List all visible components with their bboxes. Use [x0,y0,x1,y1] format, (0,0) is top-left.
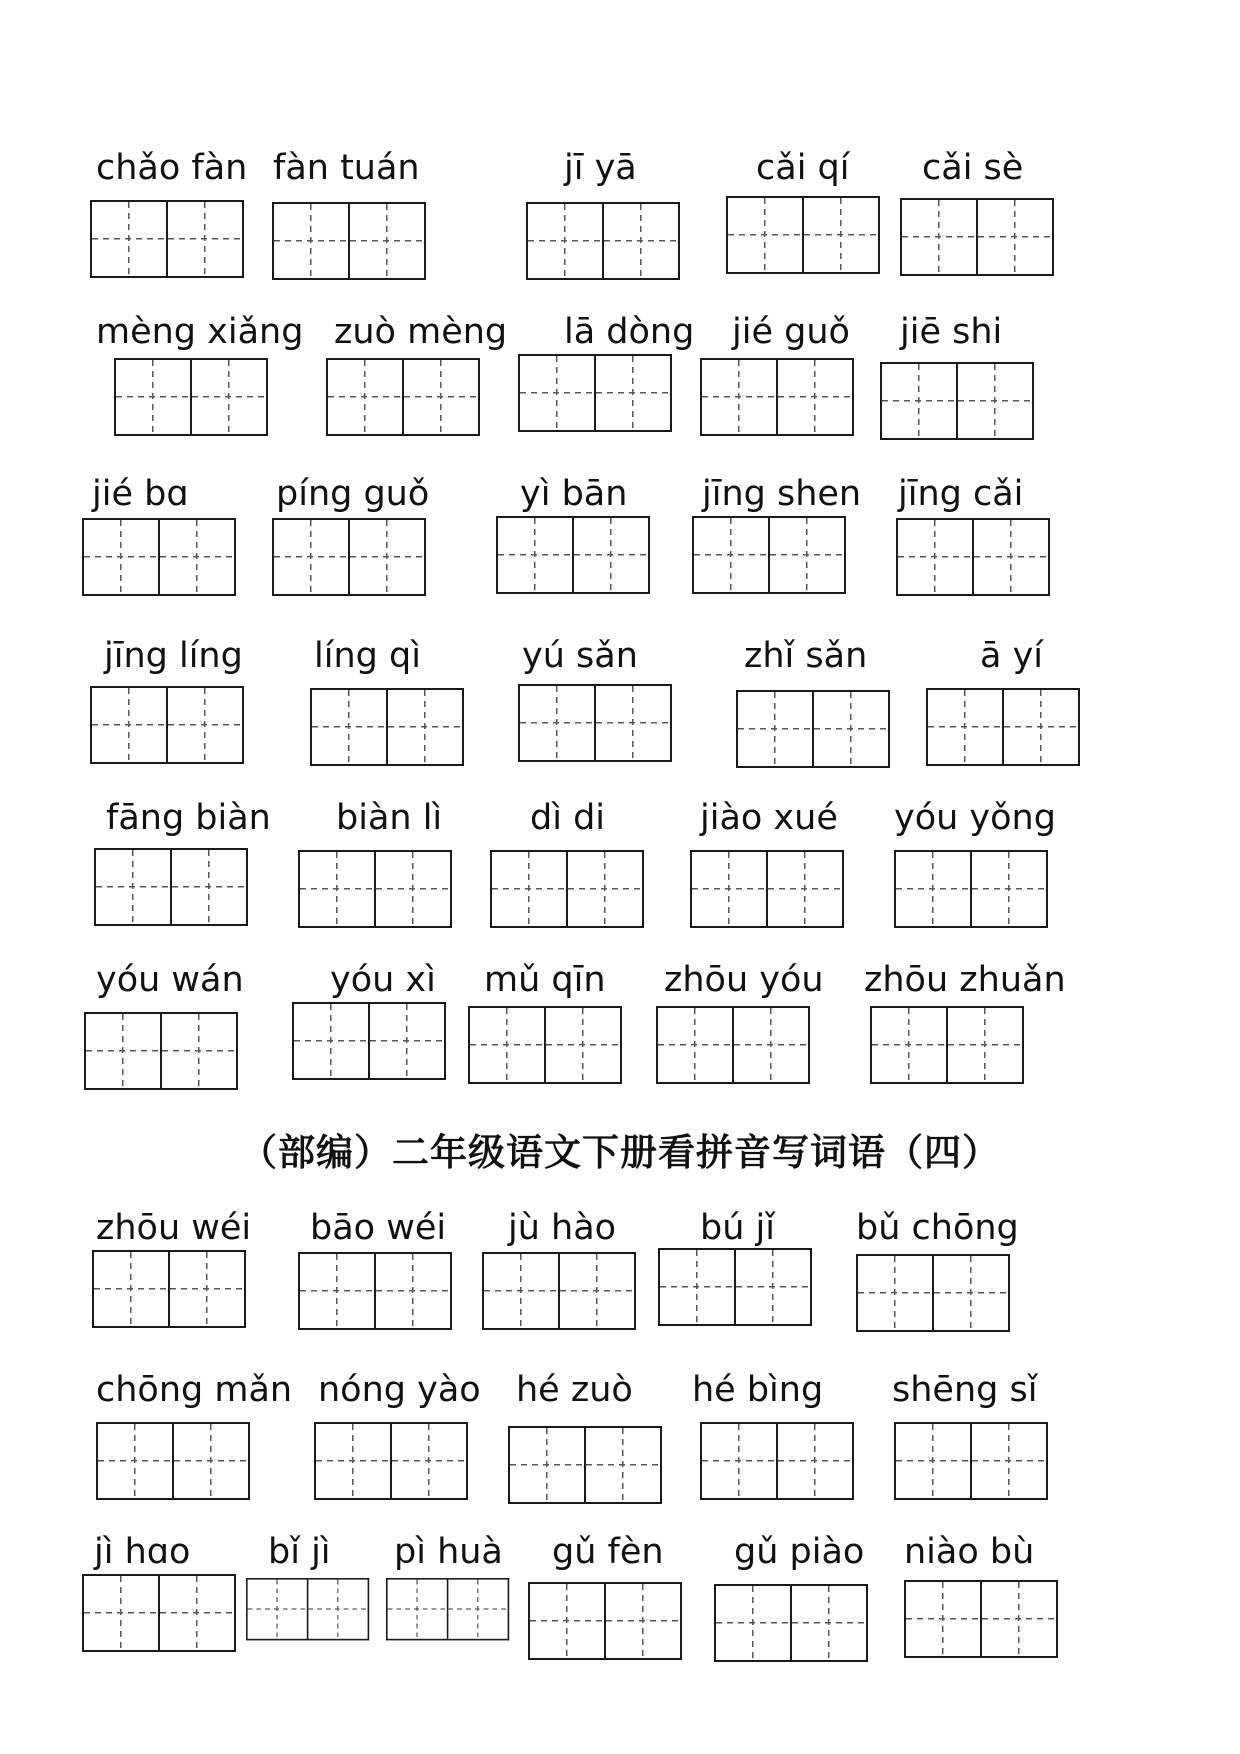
writing-cell[interactable] [900,198,978,276]
writing-cell[interactable] [958,362,1034,440]
writing-boxes[interactable] [326,358,480,436]
writing-cell[interactable] [792,1584,868,1662]
writing-cell[interactable] [168,200,244,278]
writing-cell[interactable] [734,1006,810,1084]
writing-cell[interactable] [856,1254,934,1332]
writing-cell[interactable] [658,1248,736,1326]
pinyin-label: mǔ qīn [484,960,606,1000]
writing-cell[interactable] [880,362,958,440]
pinyin-label: bǔ chōng [856,1208,1019,1248]
writing-cell[interactable] [736,690,814,768]
pinyin-label: mèng xiǎng [96,312,304,352]
writing-boxes[interactable] [518,684,672,762]
writing-cell[interactable] [870,1006,948,1084]
pinyin-label: gǔ fèn [552,1532,664,1572]
pinyin-label: yóu wán [96,960,244,1000]
writing-boxes[interactable] [272,202,426,280]
writing-cell[interactable] [568,850,644,928]
pinyin-label: zuò mèng [334,312,508,352]
writing-cell[interactable] [114,358,192,436]
writing-cell[interactable] [974,518,1050,596]
writing-boxes[interactable] [894,850,1048,928]
writing-cell[interactable] [272,202,350,280]
writing-boxes[interactable] [82,1574,236,1652]
writing-cell[interactable] [972,850,1048,928]
writing-cell[interactable] [386,1578,448,1640]
writing-cell[interactable] [596,354,672,432]
writing-boxes[interactable] [856,1254,1010,1332]
pinyin-label: yì bān [520,474,628,514]
pinyin-label: jì hɑo [94,1532,191,1572]
writing-cell[interactable] [904,1580,982,1658]
pinyin-label: jié guǒ [732,312,850,352]
writing-cell[interactable] [314,1422,392,1500]
writing-cell[interactable] [1004,688,1080,766]
writing-cell[interactable] [692,516,770,594]
pinyin-label: fàn tuán [273,148,420,188]
writing-cell[interactable] [496,516,574,594]
writing-cell[interactable] [768,850,844,928]
writing-cell[interactable] [894,1422,972,1500]
writing-boxes[interactable] [894,1422,1048,1500]
writing-boxes[interactable] [90,200,244,278]
pinyin-label: pì huà [394,1532,503,1572]
pinyin-label: shēng sǐ [892,1370,1038,1410]
pinyin-label: yóu xì [330,960,436,1000]
writing-cell[interactable] [934,1254,1010,1332]
writing-cell[interactable] [160,1574,236,1652]
writing-cell[interactable] [606,1582,682,1660]
writing-cell[interactable] [96,1422,174,1500]
pinyin-label: ā yí [980,636,1044,676]
pinyin-label: jī yā [564,148,637,188]
writing-cell[interactable] [482,1252,560,1330]
writing-cell[interactable] [700,358,778,436]
writing-cell[interactable] [546,1006,622,1084]
pinyin-label: gǔ piào [734,1532,865,1572]
writing-cell[interactable] [94,848,172,926]
writing-cell[interactable] [804,196,880,274]
pinyin-label: yóu yǒng [894,798,1056,838]
writing-boxes[interactable] [736,690,890,768]
writing-cell[interactable] [192,358,268,436]
writing-cell[interactable] [690,850,768,928]
writing-cell[interactable] [700,1422,778,1500]
writing-boxes[interactable] [496,516,650,594]
pinyin-label: dì di [530,798,606,838]
writing-boxes[interactable] [870,1006,1024,1084]
pinyin-label: zhǐ sǎn [744,636,868,676]
pinyin-label: jiào xué [700,798,838,838]
writing-boxes[interactable] [298,850,452,928]
pinyin-label: zhōu wéi [96,1208,252,1248]
writing-cell[interactable] [604,202,680,280]
writing-cell[interactable] [174,1422,250,1500]
pinyin-label: niào bù [904,1532,1035,1572]
writing-boxes[interactable] [482,1252,636,1330]
writing-cell[interactable] [90,686,168,764]
writing-cell[interactable] [726,196,804,274]
writing-cell[interactable] [90,200,168,278]
writing-cell[interactable] [376,850,452,928]
pinyin-label: hé zuò [516,1370,633,1410]
writing-cell[interactable] [596,684,672,762]
writing-cell[interactable] [84,1012,162,1090]
writing-cell[interactable] [388,688,464,766]
writing-cell[interactable] [160,518,236,596]
writing-cell[interactable] [298,850,376,928]
writing-boxes[interactable] [246,1578,369,1640]
writing-boxes[interactable] [880,362,1034,440]
writing-cell[interactable] [376,1252,452,1330]
writing-boxes[interactable] [926,688,1080,766]
writing-cell[interactable] [350,518,426,596]
writing-cell[interactable] [162,1012,238,1090]
pinyin-label: jīng shen [702,474,862,514]
page-title: （部编）二年级语文下册看拼音写词语（四） [240,1131,1000,1174]
writing-cell[interactable] [896,518,974,596]
writing-cell[interactable] [172,848,248,926]
writing-cell[interactable] [770,516,846,594]
writing-boxes[interactable] [310,688,464,766]
writing-boxes[interactable] [298,1252,452,1330]
writing-boxes[interactable] [896,518,1050,596]
writing-cell[interactable] [82,518,160,596]
writing-boxes[interactable] [92,1250,246,1328]
pinyin-label: jiē shi [900,312,1003,352]
writing-cell[interactable] [736,1248,812,1326]
writing-boxes[interactable] [692,516,846,594]
writing-boxes[interactable] [272,518,426,596]
writing-cell[interactable] [308,1578,369,1640]
pinyin-label: hé bìng [692,1370,824,1410]
writing-boxes[interactable] [690,850,844,928]
writing-cell[interactable] [168,686,244,764]
pinyin-label: jīng líng [104,636,243,676]
writing-cell[interactable] [518,684,596,762]
writing-boxes[interactable] [468,1006,622,1084]
writing-cell[interactable] [656,1006,734,1084]
writing-boxes[interactable] [658,1248,812,1326]
writing-cell[interactable] [82,1574,160,1652]
pinyin-label: jīng cǎi [898,474,1024,514]
writing-boxes[interactable] [82,518,236,596]
writing-boxes[interactable] [90,686,244,764]
pinyin-label: nóng yào [318,1370,481,1410]
writing-boxes[interactable] [526,202,680,280]
pinyin-label: zhōu yóu [664,960,824,1000]
pinyin-label: lā dòng [564,312,695,352]
writing-boxes[interactable] [84,1012,238,1090]
writing-cell[interactable] [448,1578,509,1640]
writing-cell[interactable] [370,1002,446,1080]
writing-cell[interactable] [508,1426,586,1504]
writing-cell[interactable] [170,1250,246,1328]
writing-cell[interactable] [778,1422,854,1500]
writing-boxes[interactable] [386,1578,509,1640]
writing-boxes[interactable] [508,1426,662,1504]
pinyin-label: cǎi sè [922,148,1024,188]
pinyin-label: chōng mǎn [96,1370,293,1410]
writing-cell[interactable] [518,354,596,432]
writing-cell[interactable] [392,1422,468,1500]
pinyin-label: bǐ jì [268,1532,331,1572]
writing-boxes[interactable] [700,358,854,436]
writing-cell[interactable] [404,358,480,436]
writing-cell[interactable] [292,1002,370,1080]
writing-boxes[interactable] [656,1006,810,1084]
writing-cell[interactable] [528,1582,606,1660]
writing-cell[interactable] [894,850,972,928]
writing-cell[interactable] [490,850,568,928]
writing-boxes[interactable] [528,1582,682,1660]
writing-cell[interactable] [298,1252,376,1330]
pinyin-label: biàn lì [336,798,443,838]
writing-cell[interactable] [586,1426,662,1504]
writing-cell[interactable] [972,1422,1048,1500]
writing-cell[interactable] [526,202,604,280]
writing-boxes[interactable] [900,198,1054,276]
pinyin-label: jù hào [508,1208,617,1248]
writing-cell[interactable] [560,1252,636,1330]
writing-boxes[interactable] [700,1422,854,1500]
pinyin-label: cǎi qí [756,148,850,188]
writing-boxes[interactable] [714,1584,868,1662]
writing-cell[interactable] [982,1580,1058,1658]
writing-cell[interactable] [714,1584,792,1662]
writing-boxes[interactable] [904,1580,1058,1658]
writing-boxes[interactable] [114,358,268,436]
writing-cell[interactable] [978,198,1054,276]
pinyin-label: yú sǎn [522,636,638,676]
writing-cell[interactable] [948,1006,1024,1084]
writing-cell[interactable] [778,358,854,436]
writing-cell[interactable] [350,202,426,280]
pinyin-label: zhōu zhuǎn [864,960,1066,1000]
pinyin-label: jié bɑ [92,474,189,514]
pinyin-label: bāo wéi [310,1208,447,1248]
writing-cell[interactable] [272,518,350,596]
writing-cell[interactable] [92,1250,170,1328]
pinyin-label: líng qì [314,636,421,676]
writing-boxes[interactable] [292,1002,446,1080]
writing-cell[interactable] [310,688,388,766]
writing-boxes[interactable] [314,1422,468,1500]
writing-cell[interactable] [468,1006,546,1084]
pinyin-label: píng guǒ [276,474,430,514]
pinyin-label: fāng biàn [106,798,271,838]
writing-boxes[interactable] [96,1422,250,1500]
writing-boxes[interactable] [94,848,248,926]
writing-cell[interactable] [814,690,890,768]
writing-cell[interactable] [574,516,650,594]
writing-cell[interactable] [246,1578,308,1640]
writing-boxes[interactable] [518,354,672,432]
writing-cell[interactable] [926,688,1004,766]
writing-boxes[interactable] [726,196,880,274]
pinyin-label: chǎo fàn [96,148,248,188]
pinyin-label: bú jǐ [700,1208,775,1248]
writing-cell[interactable] [326,358,404,436]
writing-boxes[interactable] [490,850,644,928]
